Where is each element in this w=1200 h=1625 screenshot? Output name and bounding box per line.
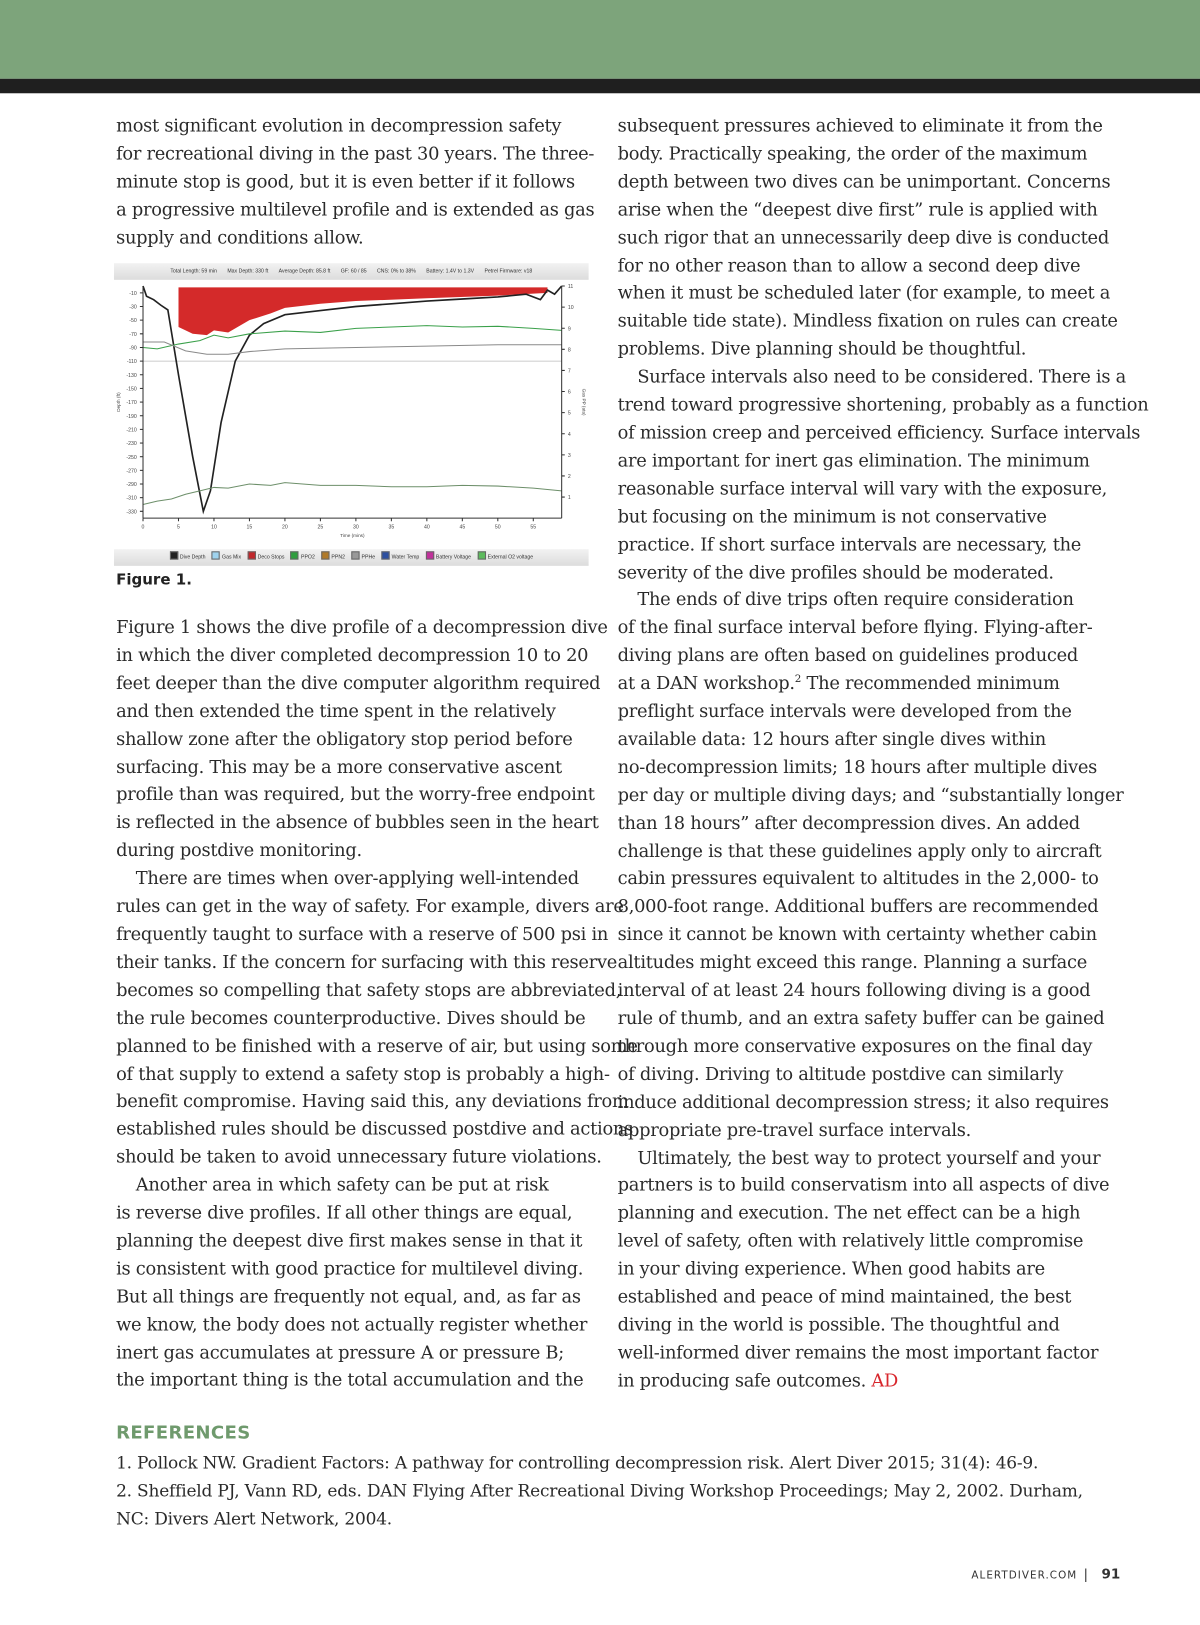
text-line: shallow zone after the obligatory stop period before <box>116 729 573 750</box>
figure-1 <box>114 263 589 566</box>
text-line: appropriate pre-travel surface intervals. <box>617 1119 972 1141</box>
text-line: Surface intervals also need to be considered. There is a <box>637 367 1127 388</box>
y2-tick-label: 3 <box>567 452 571 459</box>
x-tick-label: 55 <box>530 524 537 531</box>
y-tick-label: -290 <box>126 482 137 489</box>
text-line: frequently taught to surface with a reserve of 500 psi in <box>116 924 609 946</box>
x-tick-label: 0 <box>141 524 145 531</box>
text-line: no-decompression limits; 18 hours after multiple dives <box>617 757 1098 779</box>
y2-axis-title: Gas PP (ata) <box>581 388 587 416</box>
y-tick-label: -150 <box>126 386 137 393</box>
y2-tick-label: 1 <box>567 495 571 502</box>
legend-item[interactable] <box>291 554 315 560</box>
legend-item[interactable] <box>212 554 241 560</box>
y-tick-label: -110 <box>126 359 137 366</box>
y-tick-label: -330 <box>126 509 137 516</box>
y2-tick-label: 5 <box>567 410 571 417</box>
text-line: planning and execution. The net effect can be a high <box>617 1203 1081 1225</box>
reference-2: 2. Sheffield PJ, Vann RD, eds. DAN Flying After Recreational Diving Workshop Proceedings; May 2, 2002. Durham, <box>116 1480 1083 1501</box>
text-line: surfacing. This may be a more conservative ascent <box>116 757 562 778</box>
legend-item[interactable] <box>477 554 533 560</box>
page-footer <box>971 1567 1120 1583</box>
text-line: diving in the world is possible. The thoughtful and <box>617 1315 1060 1336</box>
legend-item[interactable] <box>321 554 345 560</box>
text-line: The ends of dive trips often require consideration <box>637 590 1074 611</box>
text-line: practice. If short surface intervals are necessary, the <box>617 534 1082 556</box>
text-line: subsequent pressures achieved to eliminate it from the <box>617 116 1103 137</box>
legend-checkbox-icon <box>381 551 389 559</box>
text-line: But all things are frequently not equal, and, as far as <box>116 1286 581 1308</box>
summary-item: GF: 60 / 85 <box>340 268 367 275</box>
text-line: should be taken to avoid unnecessary future violations. <box>116 1147 602 1169</box>
text-line: severity of the dive profiles should be moderated. <box>617 562 1054 583</box>
y-tick-label: -170 <box>126 400 137 407</box>
y2-tick-label: 10 <box>567 305 574 312</box>
legend-checkbox-icon <box>321 551 329 559</box>
y2-tick-label: 2 <box>567 474 571 481</box>
text-line: of the final surface interval before flying. Flying-after- <box>617 617 1093 639</box>
y-tick-label: -270 <box>126 468 137 475</box>
text-line: minute stop is good, but it is even better if it follows <box>116 171 575 193</box>
text-line: most significant evolution in decompression safety <box>116 116 562 137</box>
text-line: planned to be finished with a reserve of air, but using some <box>116 1035 638 1057</box>
legend-item[interactable] <box>247 554 284 560</box>
text-line: feet deeper than the dive computer algorithm required <box>116 673 601 695</box>
text-line: per day or multiple diving days; and “substantially longer <box>617 785 1124 806</box>
text-line: the important thing is the total accumulation and the <box>116 1370 584 1392</box>
left-column-intro <box>116 113 594 252</box>
x-tick-label: 25 <box>317 524 324 531</box>
legend-label: PPHe <box>361 554 376 561</box>
text-line: rules can get in the way of safety. For example, divers are <box>116 896 624 918</box>
text-line: for recreational diving in the past 30 years. The three- <box>116 143 595 165</box>
page-number: 91 <box>1101 1566 1121 1583</box>
y-tick-label: -50 <box>129 318 137 325</box>
x-tick-label: 20 <box>282 524 288 531</box>
legend-label: Deco Stops <box>257 554 285 561</box>
text-line: in which the diver completed decompression 10 to 20 <box>116 645 589 667</box>
y-tick-label: -30 <box>129 304 137 311</box>
footnote-marker: 2 <box>794 673 802 686</box>
x-tick-label: 50 <box>494 524 501 531</box>
text-line: inert gas accumulates at pressure A or pressure B; <box>116 1342 565 1364</box>
text-line: depth between two dives can be unimportant. Concerns <box>617 171 1111 193</box>
text-line: body. Practically speaking, the order of the maximum <box>617 143 1088 165</box>
text-line: the rule becomes counterproductive. Dives should be <box>116 1007 586 1029</box>
legend-label: External O2 voltage <box>487 554 534 561</box>
summary-item: Petrel Firmware: v18 <box>484 268 533 275</box>
text-fragment: The recommended minimum <box>801 673 1060 695</box>
figure-legend <box>114 549 589 566</box>
text-line: induce additional decompression stress; it also requires <box>617 1091 1109 1113</box>
text-line: altitudes might exceed this range. Planning a surface <box>617 952 1088 974</box>
text-line: level of safety, often with relatively little compromise <box>617 1231 1084 1253</box>
x-tick-label: 40 <box>423 524 430 531</box>
text-line-with-footnote <box>618 671 1149 699</box>
text-line: planning the deepest dive first makes sense in that it <box>116 1231 583 1252</box>
text-line: There are times when over-applying well-intended <box>135 868 579 890</box>
text-line: and then extended the time spent in the relatively <box>116 701 556 723</box>
text-line: established rules should be discussed postdive and actions <box>116 1119 634 1141</box>
text-line: supply and conditions allow. <box>116 227 364 249</box>
text-line: a progressive multilevel profile and is extended as gas <box>116 199 595 221</box>
y-tick-label: -210 <box>126 427 137 434</box>
text-line: problems. Dive planning should be thoughtful. <box>617 339 1027 360</box>
text-line: challenge is that these guidelines apply only to aircraft <box>617 841 1102 862</box>
text-line: Another area in which safety can be put at risk <box>135 1175 549 1197</box>
text-line: than 18 hours” after decompression dives. An added <box>617 813 1080 834</box>
series-pphe <box>143 342 562 354</box>
legend-label: PPN2 <box>331 554 345 561</box>
references-list <box>116 1450 1083 1534</box>
y-tick-label: -310 <box>126 495 137 502</box>
y2-tick-label: 4 <box>567 431 571 438</box>
text-fragment: in producing safe outcomes. <box>617 1370 872 1392</box>
y-axis-title: Depth (ft) <box>116 392 122 412</box>
y-tick-label: -70 <box>129 331 137 338</box>
text-line: are important for inert gas elimination. The minimum <box>617 450 1090 472</box>
y2-tick-label: 8 <box>567 347 571 354</box>
text-line: is reflected in the absence of bubbles seen in the heart <box>116 812 599 834</box>
legend-item[interactable] <box>426 554 472 560</box>
reference-2-cont: NC: Divers Alert Network, 2004. <box>116 1508 392 1529</box>
legend-checkbox-icon <box>351 551 359 559</box>
reference-1: 1. Pollock NW. Gradient Factors: A pathway for controlling decompression risk. Alert Diver 2015; 31(4): 46-9. <box>116 1452 1039 1473</box>
legend-label: Gas Mix <box>222 554 242 561</box>
figure-summary-bar <box>114 263 589 280</box>
text-line: when it must be scheduled later (for example, to meet a <box>617 283 1111 305</box>
x-tick-label: 15 <box>246 524 253 531</box>
text-line: rule of thumb, and an extra safety buffer can be gained <box>617 1008 1105 1030</box>
left-column-body <box>116 615 638 1396</box>
text-line: trend toward progressive shortening, probably as a function <box>617 394 1149 416</box>
legend-checkbox-icon <box>291 551 299 559</box>
legend-label: Water Temp <box>391 554 420 561</box>
y2-tick-label: 11 <box>567 284 574 291</box>
text-line: suitable tide state). Mindless fixation on rules can create <box>617 311 1118 332</box>
y-tick-label: -190 <box>126 413 137 420</box>
text-line: Ultimately, the best way to protect yourself and your <box>637 1147 1101 1169</box>
text-line: available data: 12 hours after single dives within <box>617 729 1047 751</box>
text-line: of that supply to extend a safety stop is probably a high- <box>116 1063 610 1085</box>
summary-item: Total Length: 59 min <box>170 268 217 275</box>
text-line: becomes so compelling that safety stops are abbreviated, <box>116 980 622 1001</box>
text-line: established and peace of mind maintained, the best <box>617 1287 1072 1308</box>
y-tick-label: -230 <box>126 441 137 448</box>
legend-checkbox-icon <box>169 551 177 559</box>
end-mark: AD <box>871 1370 899 1392</box>
right-column-body <box>618 113 1149 1396</box>
text-line: reasonable surface interval will vary with the exposure, <box>617 478 1108 500</box>
text-line: arise when the “deepest dive first” rule is applied with <box>617 199 1098 221</box>
y-tick-label: -90 <box>129 345 137 352</box>
x-tick-label: 45 <box>459 524 466 531</box>
text-line: diving plans are often based on guidelines produced <box>617 645 1079 667</box>
header-band <box>0 0 1200 79</box>
summary-item: Battery: 1.4V to 1.3V <box>426 268 475 275</box>
series-water-temp <box>143 483 562 505</box>
figure-caption: Figure 1. <box>116 572 192 589</box>
legend-item[interactable] <box>351 554 375 560</box>
legend-item[interactable] <box>381 554 419 560</box>
text-line: 8,000-foot range. Additional buffers are recommended <box>617 896 1099 918</box>
x-axis-title: Time (mins) <box>340 532 365 538</box>
y2-tick-label: 9 <box>567 326 571 333</box>
text-line: is consistent with good practice for multilevel diving. <box>116 1258 584 1280</box>
legend-checkbox-icon <box>212 551 220 559</box>
x-tick-label: 30 <box>353 524 359 531</box>
text-line <box>618 1368 1149 1396</box>
y2-tick-label: 7 <box>567 368 571 375</box>
text-line: benefit compromise. Having said this, any deviations from <box>116 1091 629 1113</box>
dive-profile-chart <box>114 280 589 549</box>
text-line: Figure 1 shows the dive profile of a decompression dive <box>116 617 608 639</box>
text-line: cabin pressures equivalent to altitudes in the 2,000- to <box>617 868 1099 890</box>
text-line: in your diving experience. When good habits are <box>617 1259 1045 1280</box>
legend-label: Dive Depth <box>179 554 206 561</box>
text-line: such rigor that an unnecessarily deep dive is conducted <box>617 227 1109 249</box>
summary-item: CNS: 0% to 38% <box>377 268 416 275</box>
y2-tick-label: 6 <box>567 389 571 396</box>
text-line: for no other reason than to allow a second deep dive <box>617 255 1081 277</box>
summary-item: Max Depth: 330 ft <box>227 268 269 275</box>
text-line: is reverse dive profiles. If all other things are equal, <box>116 1203 573 1224</box>
y-tick-label: -130 <box>126 372 137 379</box>
text-line: through more conservative exposures on the final day <box>617 1036 1093 1057</box>
text-line: preflight surface intervals were developed from the <box>617 701 1072 723</box>
text-line: interval of at least 24 hours following diving is a good <box>617 980 1091 1002</box>
legend-checkbox-icon <box>477 551 485 559</box>
legend-checkbox-icon <box>426 551 434 559</box>
text-line: their tanks. If the concern for surfacing with this reserve <box>116 952 618 973</box>
summary-item: Average Depth: 85.8 ft <box>278 268 331 275</box>
text-line: of mission creep and perceived efficiency. Surface intervals <box>617 422 1141 444</box>
footer-separator: | <box>1083 1566 1090 1583</box>
legend-checkbox-icon <box>247 551 255 559</box>
text-line: but focusing on the minimum is not conservative <box>617 506 1047 528</box>
text-fragment: at a DAN workshop. <box>617 673 795 695</box>
text-line: of diving. Driving to altitude postdive can similarly <box>617 1064 1064 1085</box>
text-line: partners is to build conservatism into all aspects of dive <box>617 1175 1110 1197</box>
x-tick-label: 35 <box>388 524 395 531</box>
legend-label: PPO2 <box>301 554 315 561</box>
text-line: well-informed diver remains the most important factor <box>617 1342 1099 1364</box>
header-bar <box>0 79 1200 94</box>
text-line: we know, the body does not actually register whether <box>116 1314 588 1336</box>
legend-item[interactable] <box>169 554 205 560</box>
references-heading: REFERENCES <box>116 1422 251 1444</box>
site-name: ALERTDIVER.COM <box>971 1569 1078 1582</box>
y-tick-label: -10 <box>129 290 137 297</box>
x-tick-label: 10 <box>211 524 217 531</box>
text-line: profile than was required, but the worry-free endpoint <box>116 784 595 806</box>
legend-label: Battery Voltage <box>435 554 472 561</box>
text-line: since it cannot be known with certainty whether cabin <box>617 924 1097 946</box>
y-tick-label: -250 <box>126 454 137 461</box>
x-tick-label: 5 <box>177 524 180 531</box>
text-line: during postdive monitoring. <box>116 840 362 862</box>
